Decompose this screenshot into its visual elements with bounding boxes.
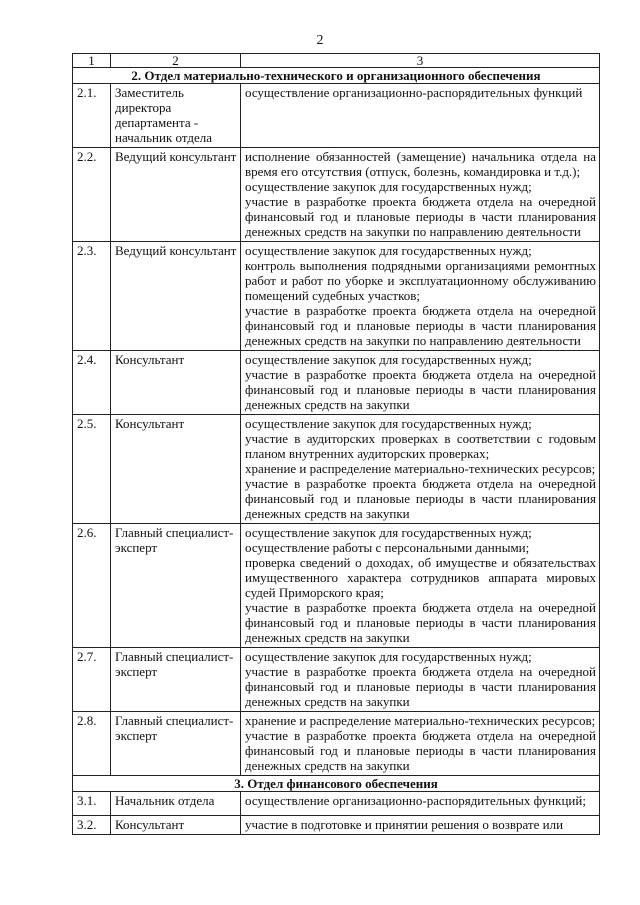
table-row — [73, 648, 600, 712]
position-title: Главный специалист-эксперт — [111, 648, 241, 712]
duties-cell — [241, 792, 600, 816]
header-cell: 2 — [111, 54, 241, 68]
duty-item: осуществление организационно-распорядительных функций; — [245, 793, 586, 808]
table-header-row — [73, 54, 600, 68]
row-number: 2.8. — [73, 712, 111, 776]
position-title: Главный специалист-эксперт — [111, 712, 241, 776]
duty-item: проверка сведений о доходах, об имуществе и обязательствах имущественного характера сотрудников аппарата мировых судей Приморского края; — [245, 555, 596, 600]
duty-item: участие в аудиторских проверках в соответствии с годовым планом внутренних аудиторских проверках; — [245, 431, 596, 461]
duty-item: контроль выполнения подрядными организациями ремонтных работ и работ по уборке и эксплуатационному обслуживанию помещений судебных участков; — [245, 258, 596, 303]
duty-item: участие в разработке проекта бюджета отдела на очередной финансовый год и плановые периоды в части планирования денежных средств на закупки — [245, 476, 596, 521]
duty-item: участие в разработке проекта бюджета отдела на очередной финансовый год и плановые периоды в части планирования денежных средств на закупки — [245, 664, 596, 709]
position-title: Ведущий консультант — [111, 148, 241, 242]
duty-item: осуществление организационно-распорядительных функций — [245, 85, 583, 100]
position-title: Главный специалист-эксперт — [111, 524, 241, 648]
table-row — [73, 351, 600, 415]
section-title: 3. Отдел финансового обеспечения — [73, 776, 600, 792]
row-number: 2.1. — [73, 84, 111, 148]
position-title: Консультант — [111, 415, 241, 524]
duty-item: участие в разработке проекта бюджета отдела на очередной финансовый год и плановые периоды в части планирования денежных средств на закупки по направлению деятельности — [245, 194, 596, 239]
duty-item: осуществление закупок для государственных нужд; — [245, 416, 532, 431]
header-cell: 1 — [73, 54, 111, 68]
duties-cell — [241, 148, 600, 242]
duty-item: хранение и распределение материально-технических ресурсов; — [245, 713, 596, 728]
table-row — [73, 816, 600, 835]
position-title: Ведущий консультант — [111, 242, 241, 351]
section-title-row — [73, 776, 600, 792]
position-title: Начальник отдела — [111, 792, 241, 816]
table-row — [73, 148, 600, 242]
duty-item: осуществление закупок для государственных нужд; — [245, 243, 532, 258]
duties-cell — [241, 524, 600, 648]
duty-item: осуществление работы с персональными данными; — [245, 540, 530, 555]
position-title: Заместитель директора департамента - начальник отдела — [111, 84, 241, 148]
duties-table — [72, 53, 600, 835]
duty-item: участие в разработке проекта бюджета отдела на очередной финансовый год и плановые периоды в части планирования денежных средств на закупки — [245, 728, 596, 773]
duties-cell — [241, 648, 600, 712]
duty-item: исполнение обязанностей (замещение) начальника отдела на время его отсутствия (отпуск, болезнь, командировка и т.д.); — [245, 149, 596, 179]
row-number: 2.5. — [73, 415, 111, 524]
duties-cell — [241, 351, 600, 415]
duty-item: осуществление закупок для государственных нужд; — [245, 179, 532, 194]
position-title: Консультант — [111, 351, 241, 415]
table-row — [73, 415, 600, 524]
duties-cell — [241, 712, 600, 776]
duties-cell — [241, 415, 600, 524]
table-row — [73, 792, 600, 816]
position-title: Консультант — [111, 816, 241, 835]
duties-cell — [241, 816, 600, 835]
row-number: 2.4. — [73, 351, 111, 415]
duty-item: хранение и распределение материально-технических ресурсов; — [245, 461, 596, 476]
section-title-row — [73, 68, 600, 84]
table-row — [73, 84, 600, 148]
table-row — [73, 712, 600, 776]
duty-item: участие в подготовке и принятии решения о возврате или — [245, 817, 564, 832]
duty-item: осуществление закупок для государственных нужд; — [245, 525, 532, 540]
duty-item: осуществление закупок для государственных нужд; — [245, 352, 532, 367]
duty-item: участие в разработке проекта бюджета отдела на очередной финансовый год и плановые периоды в части планирования денежных средств на закупки — [245, 600, 596, 645]
row-number: 2.6. — [73, 524, 111, 648]
row-number: 2.3. — [73, 242, 111, 351]
duties-table-body — [73, 54, 600, 835]
row-number: 2.7. — [73, 648, 111, 712]
row-number: 2.2. — [73, 148, 111, 242]
duty-item: участие в разработке проекта бюджета отдела на очередной финансовый год и плановые периоды в части планирования денежных средств на закупки по направлению деятельности — [245, 303, 596, 348]
page-number: 2 — [316, 33, 324, 48]
header-cell: 3 — [241, 54, 600, 68]
row-number: 3.2. — [73, 816, 111, 835]
section-title: 2. Отдел материально-технического и организационного обеспечения — [73, 68, 600, 84]
table-row — [73, 242, 600, 351]
duty-item: участие в разработке проекта бюджета отдела на очередной финансовый год и плановые периоды в части планирования денежных средств на закупки — [245, 367, 596, 412]
duties-cell — [241, 242, 600, 351]
row-number: 3.1. — [73, 792, 111, 816]
duties-cell — [241, 84, 600, 148]
table-row — [73, 524, 600, 648]
duty-item: осуществление закупок для государственных нужд; — [245, 649, 532, 664]
